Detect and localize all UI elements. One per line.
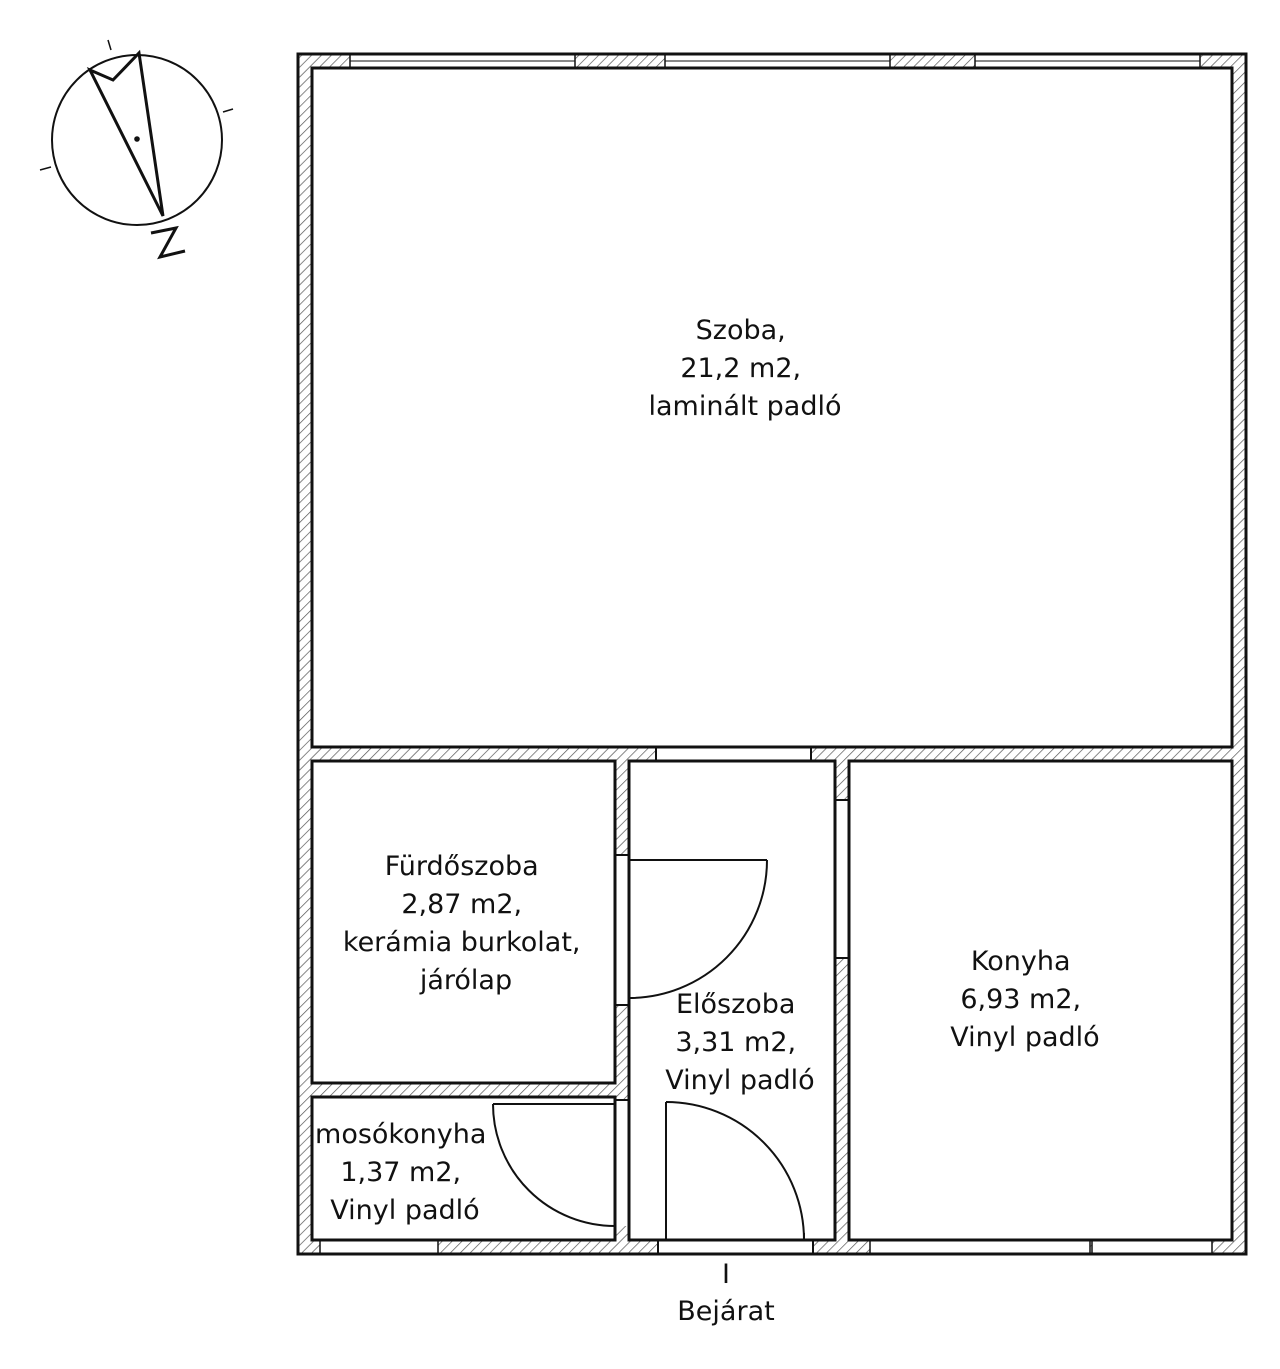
wall-furdo-bottom [312, 1083, 615, 1097]
opening-szoba [656, 747, 811, 761]
eloszoba-area: 3,31 m2, [675, 1027, 797, 1058]
moso-name: mosókonyha [315, 1119, 487, 1150]
eloszoba-name: Előszoba [675, 989, 796, 1020]
opening-entrance [658, 1240, 813, 1254]
window-bottom-2 [870, 1240, 1090, 1254]
label-szoba [648, 315, 841, 422]
furdo-floor: kerámia burkolat, [342, 927, 581, 958]
entrance-label: Bejárat [677, 1296, 775, 1327]
opening-furdo [615, 855, 629, 1005]
entrance-mark: I [722, 1259, 730, 1290]
szoba-area: 21,2 m2, [680, 353, 802, 384]
konyha-floor: Vinyl padló [950, 1022, 1100, 1053]
north-arrow-icon [40, 40, 233, 257]
eloszoba-floor: Vinyl padló [665, 1065, 815, 1096]
label-konyha [950, 946, 1099, 1053]
szoba-floor: laminált padló [648, 391, 842, 422]
opening-konyha [835, 800, 849, 958]
window-bottom-1 [320, 1240, 438, 1254]
moso-area: 1,37 m2, [340, 1157, 462, 1188]
opening-moso [615, 1100, 629, 1226]
wall-left [298, 54, 312, 1254]
window-bottom-3 [1092, 1240, 1212, 1254]
szoba-name: Szoba, [695, 315, 786, 346]
konyha-area: 6,93 m2, [960, 984, 1082, 1015]
label-eloszoba [665, 989, 814, 1096]
furdo-area: 2,87 m2, [401, 889, 523, 920]
furdo-name: Fürdőszoba [384, 851, 539, 882]
furdo-floor-2: járólap [419, 965, 513, 996]
konyha-name: Konyha [970, 946, 1071, 977]
wall-right [1232, 54, 1246, 1254]
label-furdo [343, 851, 589, 996]
moso-floor: Vinyl padló [330, 1195, 480, 1226]
label-moso [315, 1119, 495, 1226]
door-moso-icon [493, 1104, 615, 1226]
door-furdo-icon [629, 860, 767, 998]
door-entrance-icon [666, 1102, 804, 1240]
